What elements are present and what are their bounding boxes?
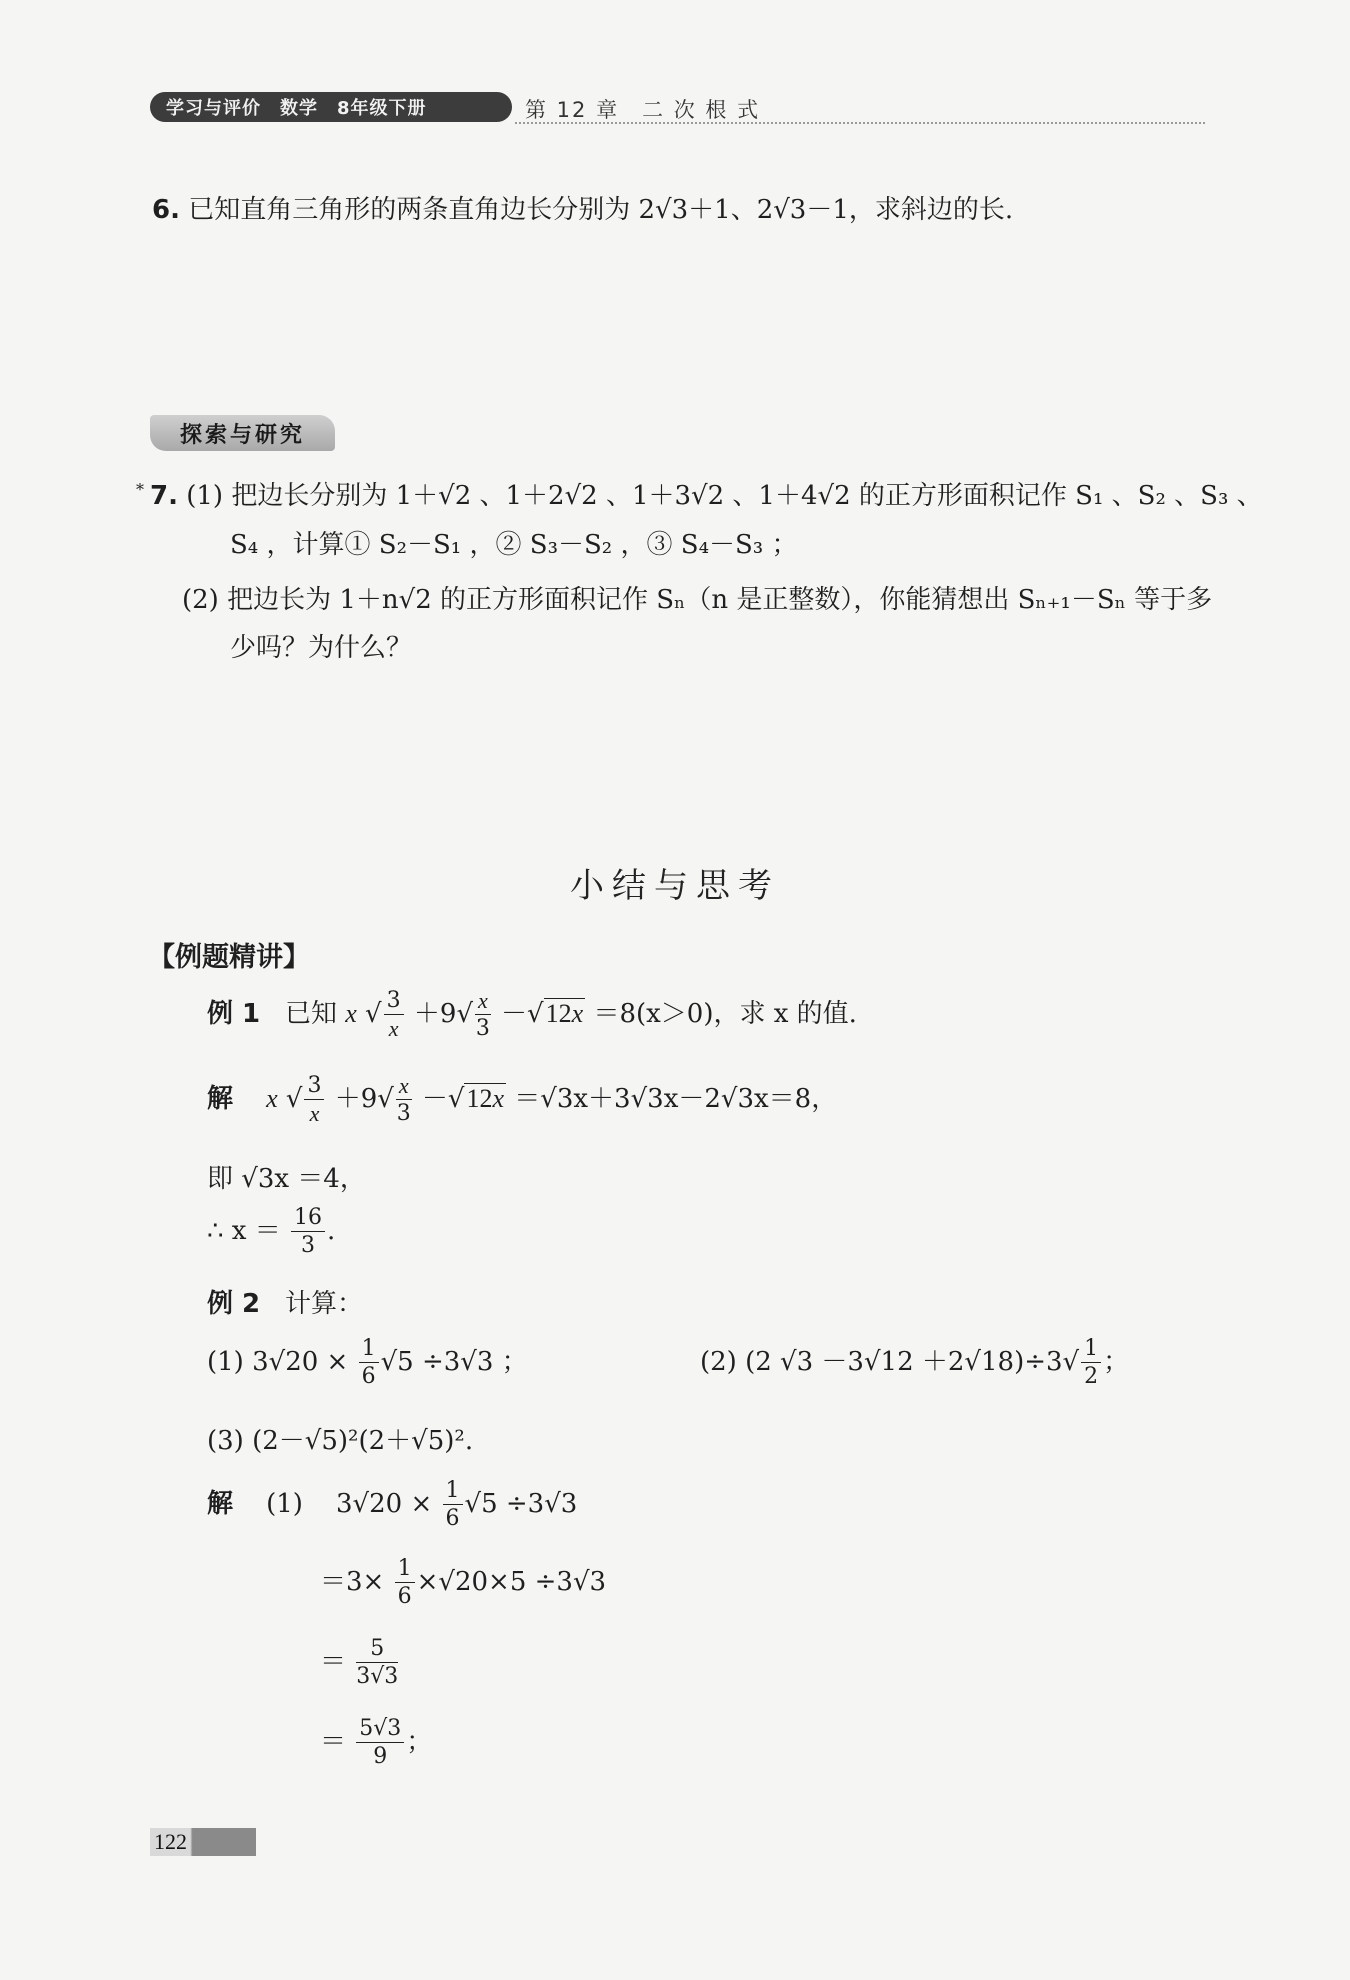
question-text: (1) 把边长分别为 1＋√2 、1＋2√2 、1＋3√2 、1＋4√2 的正方形面积记作 S₁ 、S₂ 、S₃ 、 xyxy=(186,481,1263,511)
explore-section-badge: 探索与研究 xyxy=(150,415,335,451)
page-number: 122 xyxy=(154,1829,187,1854)
example-2-solution-line-4: ＝ $\frac{5√3}{9}$ ； xyxy=(320,1716,433,1769)
example-1-solution-line-1: 解 x √ $\frac{3}{x}$ ＋9√ $\frac{x}{3}$ －√12x ＝√3x＋3√3x－2√3x＝8， xyxy=(207,1073,838,1126)
question-7-line-2: S₄ ，计算① S₂－S₁ ，② S₃－S₂ ，③ S₄－S₃ ； xyxy=(230,530,798,560)
series-label: 学习与评价 数学 8年级下册 xyxy=(150,92,512,122)
example-1-solution-line-2: 即 √3x ＝4， xyxy=(207,1164,366,1194)
example-condition: ＝8(x＞0)，求 x 的值. xyxy=(593,999,857,1029)
example-intro: 已知 xyxy=(284,999,337,1029)
variable: x xyxy=(345,999,357,1028)
example-2-part-3: (3) (2－√5)²(2＋√5)². xyxy=(207,1426,474,1456)
example-1-solution-line-3: ∴ x ＝ $\frac{16}{3}$ . xyxy=(207,1205,336,1258)
solution-label: 解 xyxy=(207,1084,234,1114)
question-number: 6. xyxy=(152,195,180,225)
example-label: 例 1 xyxy=(207,999,261,1029)
example-2-statement xyxy=(207,1283,363,1320)
question-6 xyxy=(152,190,1013,230)
fraction: $\frac{x}{3}$ xyxy=(475,988,490,1041)
example-2-solution-line-3: ＝ $\frac{5}{3√3}$ xyxy=(320,1636,399,1689)
question-7-part-2-line-2: 少吗？为什么？ xyxy=(230,633,413,663)
solution-result: ＝√3x＋3√3x－2√3x＝8， xyxy=(514,1084,838,1114)
section-heading: 【例题精讲】 xyxy=(148,942,310,973)
question-number: 7. xyxy=(150,481,178,511)
page-number-tab xyxy=(150,1828,256,1856)
example-2-solution-line-2: ＝3× $\frac{1}{6}$ ×√20×5 ÷3√3 xyxy=(320,1556,607,1609)
optional-star: * xyxy=(136,480,144,499)
chapter-title: 第 12 章 二 次 根 式 xyxy=(525,98,761,122)
header-divider xyxy=(515,122,1205,124)
fraction: $\frac{16}{3}$ xyxy=(291,1207,325,1257)
question-7-line-1 xyxy=(150,476,1263,516)
example-2-part-1: (1) 3√20 × $\frac{1}{6}$ √5 ÷3√3 ； xyxy=(207,1336,528,1389)
example-2-part-2: (2) (2 √3 －3√12 ＋2√18)÷3√ $\frac{1}{2}$ ； xyxy=(700,1336,1130,1389)
example-label: 例 2 xyxy=(207,1289,261,1319)
question-7-part-2-line-1: (2) 把边长为 1＋n√2 的正方形面积记作 Sₙ（n 是正整数），你能猜想出 Sₙ₊₁－Sₙ 等于多 xyxy=(182,585,1213,615)
question-text: 已知直角三角形的两条直角边长分别为 2√3＋1、2√3－1，求斜边的长. xyxy=(188,195,1014,225)
summary-title: 小结与思考 xyxy=(570,866,780,906)
fraction: $\frac{3}{x}$ xyxy=(384,990,404,1040)
solution-label: 解 xyxy=(207,1489,234,1519)
example-intro: 计算： xyxy=(284,1289,363,1319)
example-1-statement: 例 1 已知 x √ $\frac{3}{x}$ ＋9√ $\frac{x}{3}$ －√12x ＝8(x＞0)，求 x 的值. xyxy=(207,988,857,1041)
example-2-solution-line-1: 解 (1) 3√20 × $\frac{1}{6}$ √5 ÷3√3 xyxy=(207,1478,578,1531)
